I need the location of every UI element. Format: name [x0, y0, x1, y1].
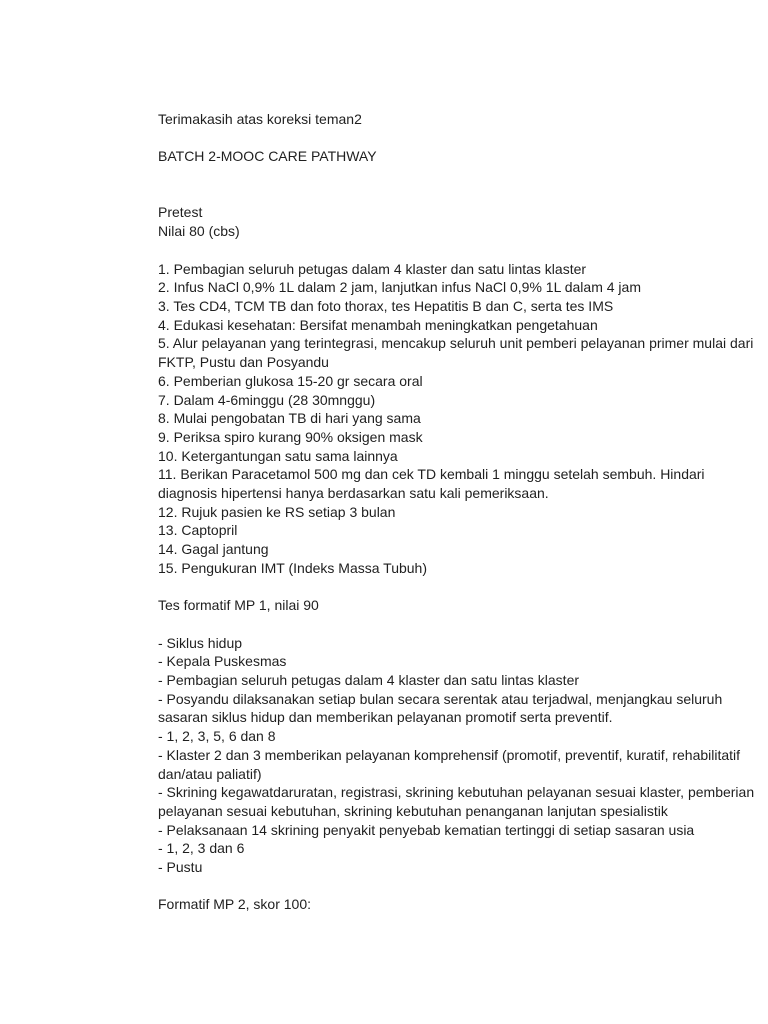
- formatif-mp1-answer: - Skrining kegawatdaruratan, registrasi, skrining kebutuhan pelayanan sesuai klaster, pemberian pelayanan sesuai kebutuhan, skrining kebutuhan penanganan lanjutan spesialistik: [158, 784, 759, 819]
- formatif-mp1-answer: - Kepala Puskesmas: [158, 653, 287, 670]
- pretest-answer: 15. Pengukuran IMT (Indeks Massa Tubuh): [158, 559, 427, 576]
- formatif-mp2-heading: Formatif MP 2, skor 100:: [158, 896, 312, 913]
- pretest-heading: Pretest: [158, 204, 203, 221]
- pretest-answer: 8. Mulai pengobatan TB di hari yang sama: [158, 410, 421, 427]
- formatif-mp1-answer: - Klaster 2 dan 3 memberikan pelayanan komprehensif (promotif, preventif, kuratif, rehabilitatif dan/atau paliatif): [158, 746, 744, 782]
- spacer: [158, 615, 758, 634]
- pretest-answer: 11. Berikan Paracetamol 500 mg dan cek TD kembali 1 minggu setelah sembuh. Hindari diagnosis hipertensi hanya berdasarkan satu kali pemeriksaan.: [158, 466, 709, 502]
- pretest-answer: 4. Edukasi kesehatan: Bersifat menambah meningkatkan pengetahuan: [158, 316, 598, 333]
- spacer: [158, 241, 758, 260]
- formatif-mp1-answer: - 1, 2, 3, 5, 6 dan 8: [158, 728, 276, 745]
- formatif-mp1-answer: - Pelaksanaan 14 skrining penyakit penyebab kematian tertinggi di setiap sasaran usia: [158, 821, 695, 838]
- spacer: [158, 129, 758, 148]
- formatif-mp1-answer: - Pembagian seluruh petugas dalam 4 klaster dan satu lintas klaster: [158, 672, 580, 689]
- formatif-mp1-answer: - Posyandu dilaksanakan setiap bulan secara serentak atau terjadwal, menjangkau seluruh sasaran siklus hidup dan memberikan pelayanan promotif serta preventif.: [158, 690, 727, 726]
- spacer: [158, 877, 758, 896]
- pretest-answer: 5. Alur pelayanan yang terintegrasi, mencakup seluruh unit pemberi pelayanan primer mulai dari FKTP, Pustu dan Posyandu: [158, 335, 758, 371]
- spacer: [158, 578, 758, 597]
- formatif-mp1-answer: - 1, 2, 3 dan 6: [158, 840, 245, 857]
- pretest-answer: 10. Ketergantungan satu sama lainnya: [158, 447, 398, 464]
- formatif-mp1-heading: Tes formatif MP 1, nilai 90: [158, 597, 319, 614]
- pretest-answer: 6. Pemberian glukosa 15-20 gr secara oral: [158, 372, 423, 389]
- document-body: [158, 110, 758, 914]
- document-title: BATCH 2-MOOC CARE PATHWAY: [158, 148, 377, 165]
- pretest-answer: 12. Rujuk pasien ke RS setiap 3 bulan: [158, 503, 396, 520]
- formatif-mp1-answer: - Siklus hidup: [158, 634, 243, 651]
- pretest-answer: 2. Infus NaCl 0,9% 1L dalam 2 jam, lanjutkan infus NaCl 0,9% 1L dalam 4 jam: [158, 279, 641, 296]
- spacer: [158, 166, 758, 203]
- pretest-answer: 9. Periksa spiro kurang 90% oksigen mask: [158, 428, 423, 445]
- pretest-answer: 13. Captopril: [158, 522, 238, 539]
- thanks-line: Terimakasih atas koreksi teman2: [158, 111, 362, 127]
- pretest-score: Nilai 80 (cbs): [158, 223, 240, 240]
- pretest-answer: 3. Tes CD4, TCM TB dan foto thorax, tes Hepatitis B dan C, serta tes IMS: [158, 297, 614, 314]
- pretest-answer: 1. Pembagian seluruh petugas dalam 4 klaster dan satu lintas klaster: [158, 260, 587, 277]
- pretest-answer: 7. Dalam 4-6minggu (28 30mnggu): [158, 391, 376, 408]
- formatif-mp1-answer: - Pustu: [158, 859, 203, 876]
- pretest-answer: 14. Gagal jantung: [158, 541, 269, 558]
